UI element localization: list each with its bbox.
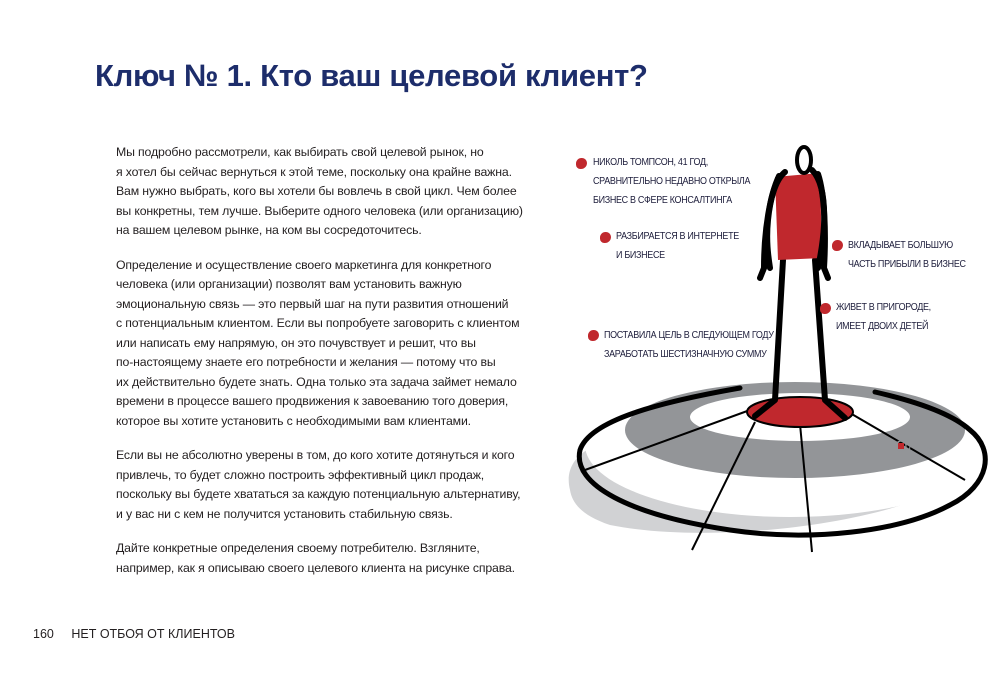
page-number: 160 xyxy=(33,627,54,641)
figure-torso xyxy=(775,173,822,260)
figure-head xyxy=(797,147,811,173)
paragraph: Определение и осуществление своего маркетинга для конкретного человека (или организации) позволят вам установить важную эмоциональную связь — это первый шаг на пути развития отношений с потенциальным клиентом. Если вы попробуете заговорить с клиентом или написать ему напрямую, он это почувствует и решит, что вы по-настоящему знаете его потребности и желания — потому что вы их действительно будете знать. Одна только эта задача займет немало времени в процессе вашего продвижения к завоеванию того доверия, которое вы хотите установить с необходимыми вам клиентами. xyxy=(116,257,520,428)
paragraph: Дайте конкретные определения своему потребителю. Взгляните, например, как я описываю своего целевого клиента на рисунке справа. xyxy=(116,541,515,575)
paragraph: Мы подробно рассмотрели, как выбирать свой целевой рынок, но я хотел бы сейчас вернуться к этой теме, поскольку она крайне важна. Вам нужно выбрать, кого вы хотели бы вовлечь в свой цикл. Чем более вы конкретны, тем лучше. Выберите одного человека (или организацию) на вашем целевом рынке, на ком вы сосредоточитесь. xyxy=(116,145,523,237)
callout-suburb-children: ЖИВЕТ В ПРИГОРОДЕ, ИМЕЕТ ДВОИХ ДЕТЕЙ xyxy=(836,302,931,332)
page-footer xyxy=(33,627,235,641)
callout-internet-business: РАЗБИРАЕТСЯ В ИНТЕРНЕТЕ И БИЗНЕСЕ xyxy=(616,231,739,261)
callout-six-figure-goal: ПОСТАВИЛА ЦЕЛЬ В СЛЕДУЮЩЕМ ГОДУ ЗАРАБОТАТЬ ШЕСТИЗНАЧНУЮ СУММУ xyxy=(604,330,774,360)
running-book-title: НЕТ ОТБОЯ ОТ КЛИЕНТОВ xyxy=(71,627,235,641)
page-title: Ключ № 1. Кто ваш целевой клиент? xyxy=(95,58,648,93)
paragraph: Если вы не абсолютно уверены в том, до кого хотите дотянуться и кого привлечь, то будет сложно построить эффективный цикл продаж, поскольку вы будете хвататься за каждую потенциальную альтернативу, и у вас ни с кем не получится установить стабильную связь. xyxy=(116,448,521,521)
callout-name-age: НИКОЛЬ ТОМПСОН, 41 ГОД, СРАВНИТЕЛЬНО НЕДАВНО ОТКРЫЛА БИЗНЕС В СФЕРЕ КОНСАЛТИНГА xyxy=(593,157,751,206)
callout-invests-profit: ВКЛАДЫВАЕТ БОЛЬШУЮ ЧАСТЬ ПРИБЫЛИ В БИЗНЕС xyxy=(848,240,966,270)
target-client-illustration xyxy=(550,140,1000,560)
body-text xyxy=(116,143,536,593)
